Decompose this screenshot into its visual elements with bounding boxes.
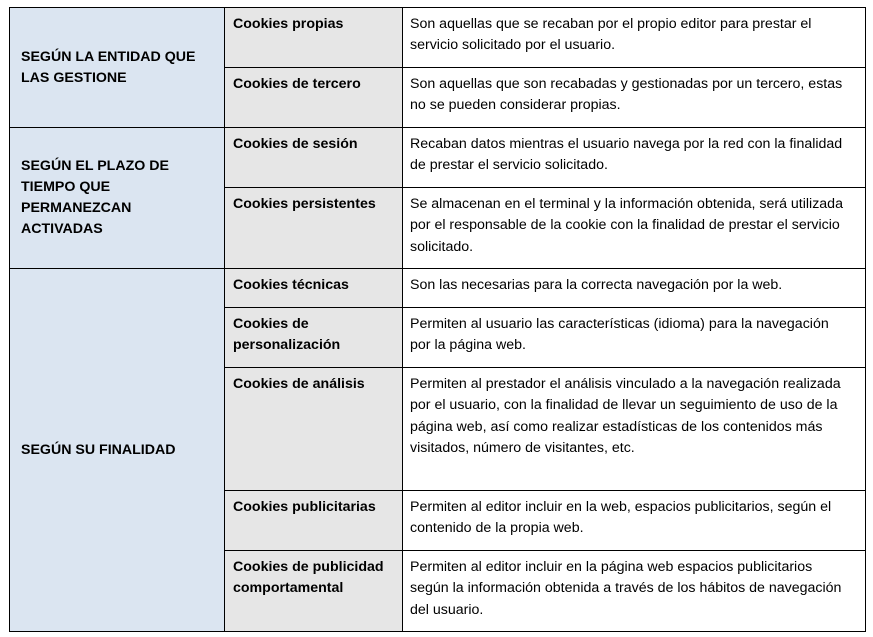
cookie-description: Son las necesarias para la correcta navegación por la web. (410, 277, 783, 293)
cookie-description-cell (403, 128, 866, 188)
table-row (10, 8, 866, 68)
cookie-description-cell (403, 368, 866, 491)
table-row (10, 128, 866, 188)
cookie-description: Permiten al usuario las características (idioma) para la navegación por la página web. (410, 316, 829, 354)
cookie-type-cell (225, 269, 403, 308)
cookie-description: Permiten al prestador el análisis vinculado a la navegación realizada por el usuario, con la finalidad de llevar un seguimiento de uso de la página web, así como realizar estadísticas de los contenidos más visitados, número de visitantes, etc. (410, 376, 841, 457)
cookie-type-cell (225, 128, 403, 188)
cookie-type-cell (225, 368, 403, 491)
table-row (10, 269, 866, 308)
cookie-type-label: Cookies propias (233, 16, 344, 32)
cookie-type-label: Cookies persistentes (233, 196, 376, 212)
cookies-classification-table (9, 7, 866, 632)
category-cell-duration (10, 128, 225, 269)
cookie-type-label: Cookies de publicidad comportamental (233, 559, 384, 596)
cookie-description-cell (403, 68, 866, 128)
cookie-type-label: Cookies de tercero (233, 76, 361, 92)
cookie-description: Se almacenan en el terminal y la información obtenida, será utilizada por el responsable de la cookie con la finalidad de prestar el servicio solicitado. (410, 196, 843, 255)
category-cell-purpose (10, 269, 225, 632)
cookie-type-cell (225, 188, 403, 269)
cookie-description: Son aquellas que son recabadas y gestionadas por un tercero, estas no se pueden considerar propias. (410, 76, 843, 114)
cookie-type-cell (225, 551, 403, 632)
cookie-type-label: Cookies técnicas (233, 277, 349, 293)
category-label: SEGÚN LA ENTIDAD QUE LAS GESTIONE (21, 48, 196, 86)
cookies-table-wrapper (9, 7, 866, 632)
cookie-type-label: Cookies de personalización (233, 316, 341, 353)
cookie-description-cell (403, 551, 866, 632)
cookie-description-cell (403, 308, 866, 368)
category-label: SEGÚN EL PLAZO DE TIEMPO QUE PERMANEZCAN ACTIVADAS (21, 158, 169, 237)
cookie-type-cell (225, 491, 403, 551)
category-label: SEGÚN SU FINALIDAD (21, 441, 176, 458)
cookie-description-cell (403, 8, 866, 68)
cookie-description: Recaban datos mientras el usuario navega por la red con la finalidad de prestar el servicio solicitado. (410, 136, 843, 174)
cookie-description-cell (403, 269, 866, 308)
cookie-type-cell (225, 8, 403, 68)
cookie-description-cell (403, 491, 866, 551)
cookie-description: Permiten al editor incluir en la página web espacios publicitarios según la información obtenida a través de los hábitos de navegación del usuario. (410, 559, 842, 618)
cookie-type-label: Cookies de análisis (233, 376, 365, 392)
cookie-description: Permiten al editor incluir en la web, espacios publicitarios, según el contenido de la propia web. (410, 499, 832, 537)
cookie-type-label: Cookies de sesión (233, 136, 358, 152)
cookie-description: Son aquellas que se recaban por el propio editor para prestar el servicio solicitado por el usuario. (410, 16, 812, 54)
cookie-description-cell (403, 188, 866, 269)
cookie-type-cell (225, 68, 403, 128)
cookie-type-label: Cookies publicitarias (233, 499, 376, 515)
cookie-type-cell (225, 308, 403, 368)
category-cell-entity (10, 8, 225, 128)
